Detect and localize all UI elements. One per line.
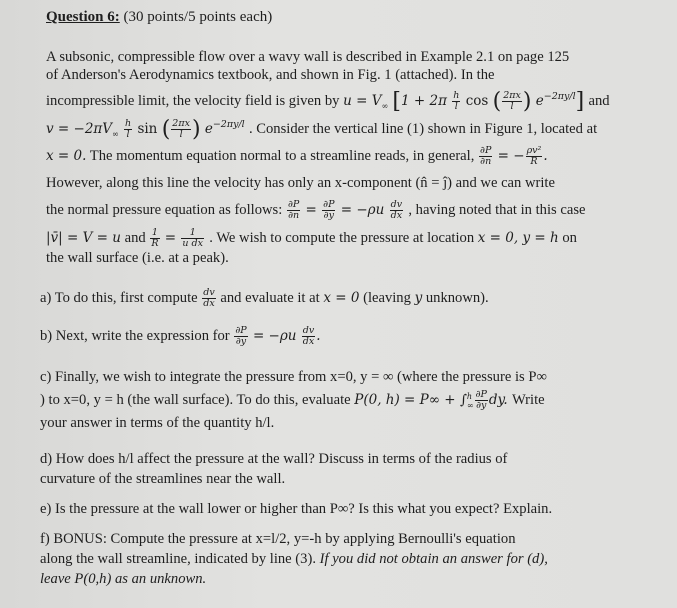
frac-num: 2πx: [172, 118, 190, 129]
velocity-u-equation: $u = V_\infty$ [1 + 2π $\frac{h}{l}$ cos ( $\frac{2\pi x}{l}$ ) $e^{-2\pi y/l}$]: [343, 89, 585, 114]
pressure-integral: [354, 389, 512, 411]
frac-num: 2πx: [503, 90, 521, 101]
eq-rhs: = −ρu: [340, 202, 385, 218]
frac-num: dv: [390, 199, 403, 210]
frac-den: R: [530, 156, 538, 167]
intro-line-3: [46, 88, 610, 116]
frac-den: l: [126, 129, 130, 140]
speed-equality: |v̄| = V = u: [46, 230, 121, 246]
frac-num: dv: [203, 287, 215, 298]
and-word: and: [124, 230, 150, 246]
part-c-text: ) to x=0, y = h (the wall surface). To do this, evaluate: [40, 392, 351, 408]
frac-dv-dx: [302, 326, 315, 347]
integral-dy: dy.: [488, 392, 508, 408]
v-inf-sub: ∞: [381, 101, 389, 111]
period: .: [316, 328, 321, 344]
part-a-y: y: [414, 289, 423, 306]
intro-line-7-text: the normal pressure equation as follows:: [46, 202, 283, 218]
question-points: (30 points/5 points each): [123, 9, 273, 25]
v-inf-sub: ∞: [112, 129, 119, 139]
frac-num: ∂P: [235, 325, 247, 336]
sin-label: sin: [137, 121, 158, 137]
frac-dP-dy: [234, 326, 247, 347]
intro-line-7-end: , having noted that in this case: [408, 202, 586, 218]
frac-dP-dy: [475, 390, 488, 411]
u-eq-term: 1 + 2π: [401, 93, 447, 109]
frac-num: h: [453, 90, 460, 101]
integral-limits: [467, 392, 474, 410]
part-f-line-3: leave P(0,h) as an unknown.: [40, 571, 207, 587]
normal-pressure-equation: $\frac{\partial P}{\partial n}$ = $\frac{\partial P}{\partial y}$ = −ρu $\frac{dv}{dx}$: [287, 199, 403, 221]
frac-num: h: [125, 118, 132, 129]
intro-line-6: However, along this line the velocity has only an x-component (n̂ = ĵ) and we can write: [46, 175, 555, 191]
part-c-line-3: your answer in terms of the quantity h/l.: [40, 415, 275, 431]
intro-line-5: [46, 146, 548, 167]
intro-line-4: [46, 116, 597, 144]
frac-den: l: [179, 129, 183, 140]
frac-num: 1: [151, 227, 158, 238]
v-eq-lhs: v = −2πV: [46, 121, 113, 137]
frac-num: ρv²: [526, 145, 542, 156]
frac-den: R: [151, 238, 159, 249]
frac-dP-dn: [479, 146, 492, 167]
frac-dP-dy: [322, 200, 335, 221]
curvature-equation: $\frac{1}{R}$ = $\frac{1}{\text{u dx}}$: [151, 227, 203, 249]
question-header: [46, 8, 272, 26]
x-zero: x = 0.: [46, 148, 87, 164]
on-word: on: [562, 230, 577, 246]
frac-den: dx: [203, 298, 215, 309]
intro-line-5-text: The momentum equation normal to a streamline reads, in general,: [89, 148, 475, 164]
part-a-x: x = 0: [323, 289, 360, 306]
part-c-line-1: c) Finally, we wish to integrate the pressure from x=0, y = ∞ (where the pressure is P∞: [40, 369, 547, 385]
intro-line-3-text: incompressible limit, the velocity field is given by: [46, 93, 340, 109]
frac-den: ∂y: [476, 400, 487, 411]
part-b-equation: [233, 325, 321, 347]
intro-line-2-text: of Anderson's Aerodynamics textbook, and shown in Fig. 1 (attached). In the: [46, 67, 495, 83]
velocity-v-equation: $v = -2\pi V_\infty$ $\frac{h}{l}$ sin ( $\frac{2\pi x}{l}$ ) $e^{-2\pi y/l}$: [46, 117, 245, 142]
location-eq: x = 0, y = h: [477, 230, 559, 246]
intro-line-2: [46, 66, 630, 84]
frac-num: ∂P: [287, 199, 300, 210]
part-e-line-1: e) Is the pressure at the wall lower or higher than P∞? Is this what you expect? Explain.: [40, 501, 553, 517]
frac-dv-dx: [202, 288, 215, 309]
frac-den: ∂n: [480, 156, 492, 167]
intro-line-8-text: . We wish to compute the pressure at location: [209, 230, 475, 246]
frac-1-u: [181, 228, 204, 249]
frac-rhov2-R: [526, 146, 543, 167]
frac-h-over-l: [124, 119, 132, 140]
frac-2pix-over-l: [171, 119, 191, 140]
intro-line-9: the wall surface (i.e. at a peak).: [46, 250, 229, 266]
part-f-line-1: f) BONUS: Compute the pressure at x=l/2, y=-h by applying Bernoulli's equation: [40, 531, 516, 547]
write-word: Write: [511, 392, 545, 408]
frac-1-R: [150, 228, 159, 249]
frac-den: l: [454, 101, 458, 112]
normal-momentum-equation: $\frac{\partial P}{\partial n}$ = − $\frac{\text{ρv²}}{R}$ .: [480, 145, 548, 167]
intro-line-4-text: . Consider the vertical line (1) shown in Figure 1, located at: [248, 121, 598, 137]
frac-den: ∂y: [323, 210, 334, 221]
frac-dP-dn: [287, 200, 300, 221]
eq-rhs: = −ρu: [252, 328, 297, 344]
integral-lhs: P(0, h) = P∞ + ∫: [354, 392, 467, 408]
integral-lower: ∞: [466, 400, 474, 410]
frac-den: ∂n: [288, 210, 300, 221]
part-f-italic: If you did not obtain an answer for (d),: [315, 551, 548, 567]
frac-den: l: [510, 101, 514, 112]
part-a-text: a) To do this, first compute: [40, 289, 198, 306]
part-c-line-2: [40, 390, 545, 411]
part-a-mid: and evaluate it at: [220, 289, 320, 306]
part-a-end: (leaving: [363, 289, 411, 306]
frac-dv-dx: [390, 200, 403, 221]
part-b: [40, 326, 321, 347]
u-eq-lhs: u = V: [343, 93, 382, 109]
part-f-line-2: [40, 550, 548, 568]
frac-num: 1: [181, 228, 204, 239]
part-b-text: b) Next, write the expression for: [40, 328, 230, 344]
frac-h-over-l: [452, 91, 460, 112]
frac-2pix-over-l: [502, 91, 522, 112]
frac-den: u dx: [182, 238, 203, 249]
exp-base: e: [204, 121, 213, 137]
part-f-text: along the wall streamline, indicated by line (3).: [40, 551, 316, 567]
intro-line-1: A subsonic, compressible flow over a wavy wall is described in Example 2.1 on page 125: [46, 49, 570, 65]
part-d-line-1: d) How does h/l affect the pressure at the wall? Discuss in terms of the radius of: [40, 451, 508, 467]
frac-num: ∂P: [480, 145, 492, 156]
integral-upper: h: [466, 391, 473, 401]
frac-num: ∂P: [475, 389, 487, 400]
frac-den: dx: [302, 336, 315, 347]
intro-line-7: [46, 200, 585, 221]
exp-power: −2πy/l: [543, 91, 576, 102]
part-a-end2: unknown).: [425, 289, 489, 306]
question-label: Question 6:: [46, 9, 120, 25]
frac-den: dx: [390, 210, 403, 221]
frac-num: ∂P: [323, 199, 335, 210]
and-word: and: [588, 93, 610, 109]
cos-label: cos: [465, 93, 489, 109]
exp-power: −2πy/l: [212, 119, 245, 130]
intro-line-8: [46, 228, 577, 249]
exp-base: e: [535, 93, 544, 109]
frac-den: ∂y: [235, 336, 247, 347]
frac-num: dv: [302, 325, 315, 336]
part-d-line-2: curvature of the streamlines near the wall.: [40, 471, 286, 487]
part-a: [40, 288, 489, 309]
